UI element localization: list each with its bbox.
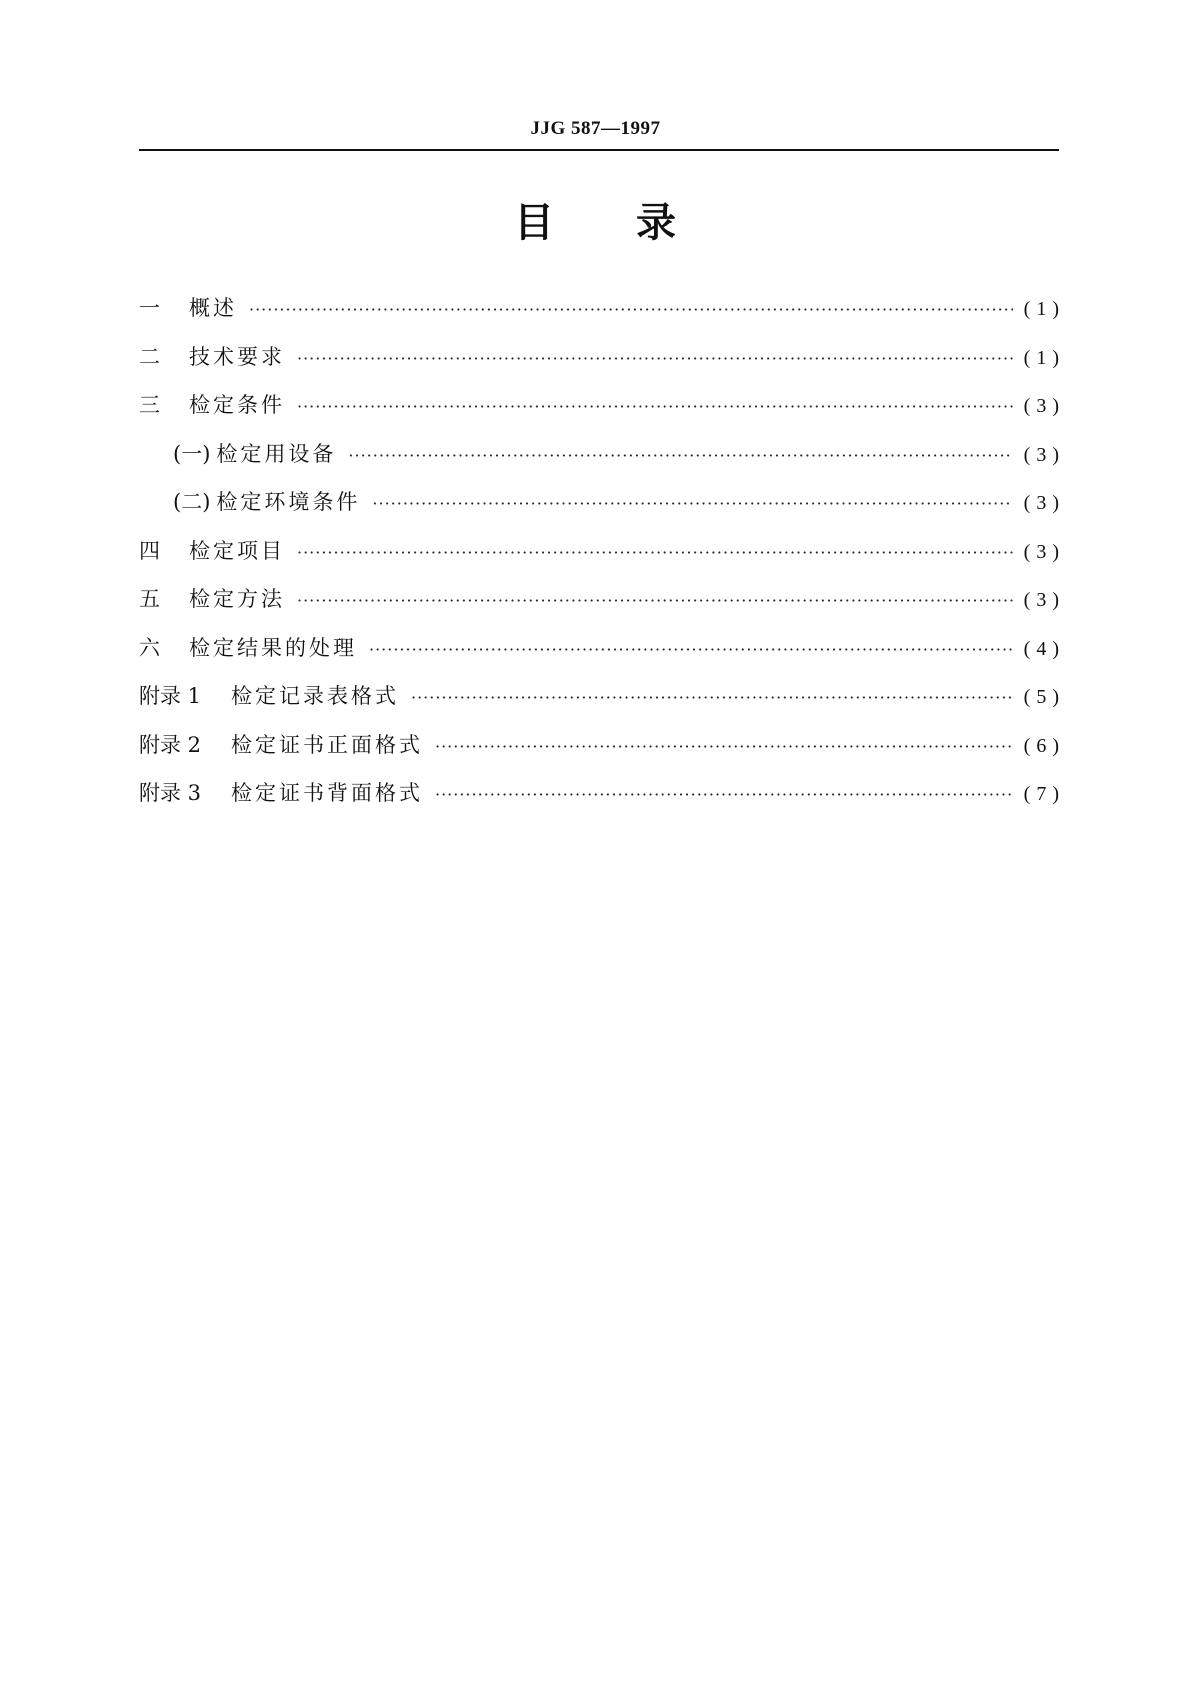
dot-leader [372, 486, 1013, 522]
dot-leader [348, 438, 1013, 474]
dot-leader [249, 292, 1013, 328]
toc-entry-title: 检定证书背面格式 [231, 781, 423, 805]
toc-entry-result-handling[interactable] [139, 630, 1065, 679]
toc-entry-appendix-2[interactable] [139, 727, 1065, 776]
toc-entry-overview[interactable] [139, 290, 1065, 339]
dot-leader [297, 389, 1013, 425]
toc-entry-title: 概述 [189, 296, 237, 320]
toc-entry-number: 附录 1 [139, 684, 202, 708]
document-header-code: JJG 587—1997 [530, 118, 661, 139]
toc-title-char-2: 录 [636, 200, 676, 246]
toc-entry-page: (4) [1023, 637, 1065, 660]
toc-title-char-1: 目 [514, 200, 554, 246]
toc-entry-verification-items[interactable] [139, 533, 1065, 582]
dot-leader [411, 680, 1013, 716]
toc-entry-verification-equipment[interactable] [139, 436, 1065, 485]
toc-entry-title: 检定方法 [189, 587, 285, 611]
toc-entry-title: 检定记录表格式 [231, 684, 399, 708]
toc-entry-number: 一 [139, 296, 160, 320]
toc-entry-verification-methods[interactable] [139, 581, 1065, 630]
toc-entry-number: 六 [139, 635, 160, 660]
toc-entry-title: 检定结果的处理 [189, 635, 357, 660]
toc-entry-title: 检定用设备 [216, 441, 337, 466]
toc-entry-page: (3) [1023, 589, 1065, 611]
toc-entry-title: 检定项目 [189, 538, 285, 563]
toc-entry-page: (5) [1023, 686, 1065, 708]
toc-entry-number: 五 [139, 587, 160, 611]
toc-entry-title: 检定条件 [189, 393, 285, 417]
dot-leader [297, 583, 1013, 619]
toc-entry-appendix-3[interactable] [139, 775, 1065, 824]
table-of-contents [139, 290, 1065, 824]
dot-leader [435, 729, 1013, 765]
toc-entry-number: 二 [139, 344, 160, 369]
dot-leader [369, 632, 1013, 668]
toc-entry-page: (3) [1023, 443, 1065, 466]
toc-entry-number: (一) [173, 441, 211, 466]
toc-entry-title: 技术要求 [189, 344, 285, 369]
dot-leader [297, 341, 1013, 377]
toc-entry-page: (3) [1023, 492, 1065, 514]
toc-entry-page: (1) [1023, 298, 1065, 320]
toc-entry-page: (1) [1023, 346, 1065, 369]
toc-entry-environment-conditions[interactable] [139, 484, 1065, 533]
toc-entry-title: 检定证书正面格式 [231, 732, 423, 757]
dot-leader [435, 777, 1013, 813]
toc-entry-page: (6) [1023, 734, 1065, 757]
toc-entry-page: (7) [1023, 783, 1065, 805]
toc-entry-number: (二) [173, 490, 211, 514]
dot-leader [297, 535, 1013, 571]
toc-entry-title: 检定环境条件 [216, 490, 361, 514]
toc-entry-page: (3) [1023, 540, 1065, 563]
toc-entry-number: 附录 2 [139, 732, 202, 757]
toc-entry-page: (3) [1023, 395, 1065, 417]
header-divider [139, 149, 1059, 151]
toc-entry-number: 三 [139, 393, 160, 417]
toc-entry-number: 四 [139, 538, 160, 563]
toc-entry-verification-conditions[interactable] [139, 387, 1065, 436]
toc-entry-number: 附录 3 [139, 781, 202, 805]
toc-entry-appendix-1[interactable] [139, 678, 1065, 727]
toc-entry-technical-requirements[interactable] [139, 339, 1065, 388]
